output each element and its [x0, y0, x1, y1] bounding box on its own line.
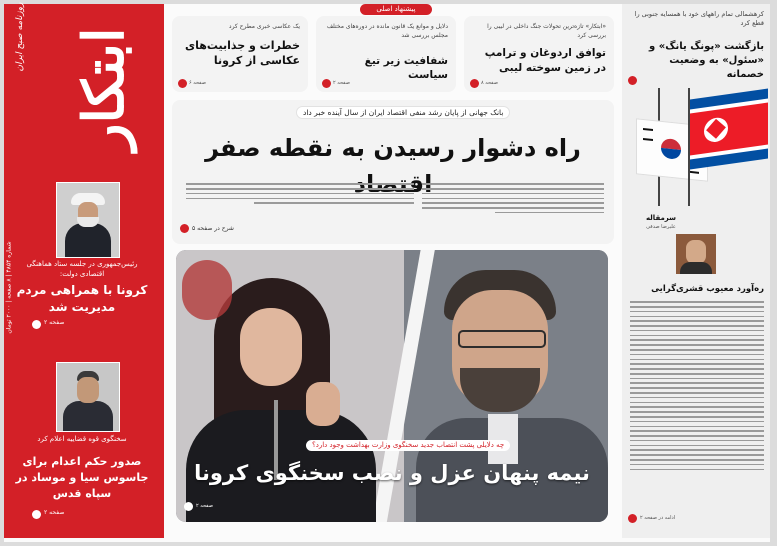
brief-1-kicker: یک عکاسی خبری مطرح کرد	[228, 23, 300, 30]
lead-headline: راه دشوار رسیدن به نقطه صفر	[205, 134, 581, 162]
flowers	[182, 260, 232, 320]
column-author: علیرضا صدقی	[646, 224, 676, 230]
judiciary-spokesman-photo	[56, 362, 120, 432]
brief-2-page-dot	[322, 79, 331, 88]
story2-headline[interactable]: صدور حکم اعدام برای جاسوس سیا و موساد در سپاه قدس	[15, 455, 149, 500]
lead-body-text-2	[186, 180, 414, 218]
brief-3[interactable]	[464, 16, 614, 92]
story1-page-dot	[32, 320, 41, 329]
photo-story[interactable]	[176, 250, 608, 522]
story2-page-dot	[32, 510, 41, 519]
flags-illustration	[628, 88, 768, 208]
brief-3-page-dot	[470, 79, 479, 88]
masthead-tagline: روزنامه صبح ایران	[15, 2, 25, 72]
lead-more[interactable]: شرح در صفحه ۵	[192, 225, 234, 232]
newspaper-front-page	[4, 4, 770, 542]
story1-page[interactable]: صفحه ۲	[44, 319, 65, 326]
brief-3-title: توافق اردوغان و ترامپ در زمین سوخته لیبی	[484, 47, 606, 74]
brief-2-page: صفحه ۲	[333, 80, 350, 86]
issue-line: شماره ۴۸۵۴ | ۸ صفحه | ۲۰۰۰ تومان	[5, 241, 13, 334]
photo-kicker: چه دلایلی پشت انتصاب جدید سخنگوی وزارت بهداشت وجود دارد؟	[306, 440, 510, 451]
woman-hand	[306, 382, 340, 426]
woman-face	[240, 308, 302, 386]
story1-caption: رئیس‌جمهوری در جلسه ستاد هماهنگی اقتصادی دولت:	[26, 260, 138, 278]
story2-caption: سخنگوی قوه قضاییه اعلام کرد	[37, 435, 127, 443]
right-kicker: کرهشمالی تمام راههای خود با همسایه جنوبی را قطع کرد	[634, 10, 764, 27]
brief-2-title: شفافیت زیر تیغ سیاست	[364, 55, 448, 81]
columnist-photo	[676, 234, 716, 274]
brief-3-kicker: «ابتکار» تازه‌ترین تحولات جنگ داخلی در لیبی را بررسی کرد	[487, 23, 606, 39]
brief-1-title: خطرات و جذابیت‌های عکاسی از کرونا	[185, 39, 300, 67]
column-body	[630, 298, 764, 504]
rouhani-photo	[56, 182, 120, 258]
right-headline[interactable]: بازگشت «پونگ یانگ» و «سئول» به وضعیت خصمانه	[649, 41, 764, 80]
man-glasses	[458, 330, 546, 348]
lead-page-dot	[180, 224, 189, 233]
column-more[interactable]: ادامه در صفحه ۲	[640, 515, 676, 521]
column-page-dot	[628, 514, 637, 523]
brief-2-kicker: دلایل و موانع یک قانون مانده در دوره‌های مختلف مجلس بررسی شد	[326, 23, 448, 39]
masthead-logo: ابتکار	[71, 27, 137, 151]
brief-1-page: صفحه ۶	[189, 80, 206, 86]
lead-body-text	[422, 180, 604, 226]
right-page-dot	[628, 76, 637, 85]
story1-headline[interactable]: کرونا با همراهی مردم مدیریت شد	[16, 283, 148, 314]
brief-1-page-dot	[178, 79, 187, 88]
column-title[interactable]: ره‌آورد معیوب قشری‌گرایی	[651, 284, 764, 294]
lead-story[interactable]	[172, 100, 614, 244]
north-korea-flag	[690, 89, 768, 170]
brief-2[interactable]	[316, 16, 456, 92]
photo-page-dot	[184, 502, 193, 511]
story2-page[interactable]: صفحه ۲	[44, 509, 65, 516]
brief-3-page: صفحه ۸	[481, 80, 498, 86]
column-section: سرمقاله	[645, 214, 677, 222]
photo-headline: نیمه پنهان عزل و نصب سخنگوی کرونا	[194, 461, 590, 485]
lead-kicker: بانک جهانی از پایان رشد منفی اقتصاد ایران از سال آینده خبر داد	[296, 106, 510, 119]
briefs-label: پیشنهاد اصلی	[360, 4, 432, 15]
photo-page: صفحه ۲	[196, 503, 213, 509]
brief-1[interactable]	[172, 16, 308, 92]
